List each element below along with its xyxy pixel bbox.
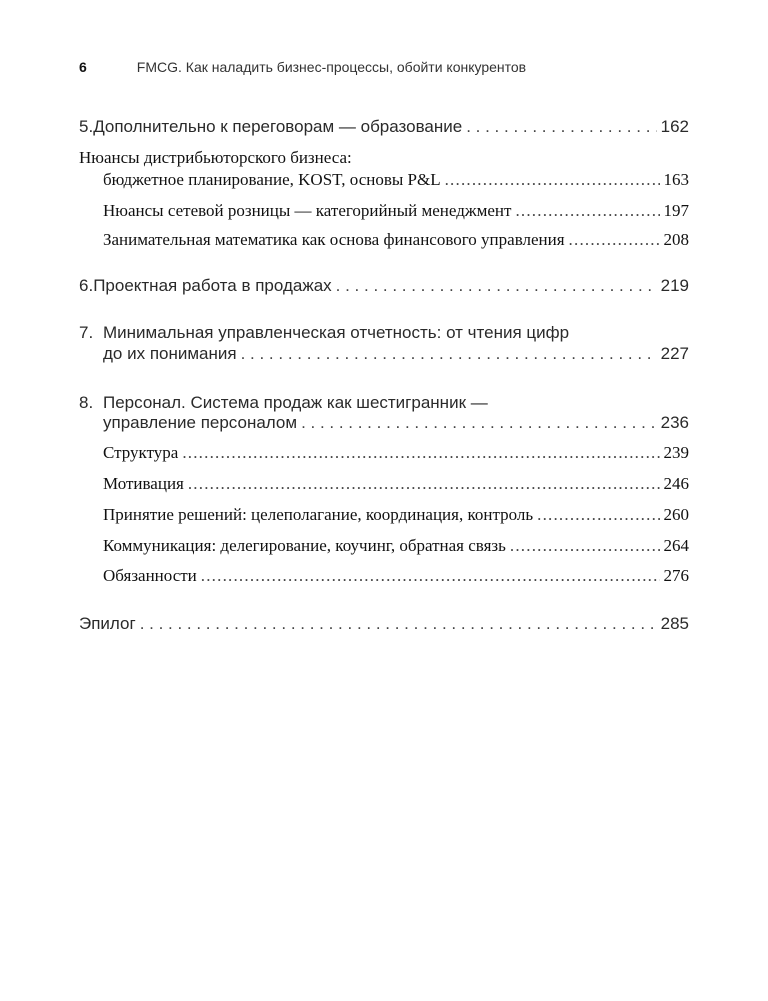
dot-leader (301, 413, 657, 433)
entry-title-line1: Персонал. Система продаж как шестигранник — (103, 393, 488, 412)
dot-leader (182, 443, 659, 463)
entry-page: 236 (660, 413, 689, 432)
chapter-number: 5. (79, 117, 94, 136)
entry-title: Структура (103, 443, 179, 462)
toc-entry-ch5-s3[interactable] (103, 230, 689, 250)
dot-leader (510, 536, 660, 556)
entry-title: Эпилог (79, 614, 136, 633)
entry-page: 239 (663, 443, 689, 462)
dot-leader (336, 276, 657, 296)
entry-title: Дополнительно к переговорам — образование (93, 117, 463, 136)
toc-entry-ch7-line1 (79, 323, 569, 343)
entry-page: 227 (660, 344, 689, 363)
toc-entry-ch8-s5[interactable] (103, 566, 689, 586)
entry-page: 208 (663, 230, 689, 249)
chapter-number: 8. (79, 393, 94, 412)
entry-title: Мотивация (103, 474, 184, 493)
toc-entry-epilogue[interactable] (79, 614, 689, 634)
entry-title: Обязанности (103, 566, 197, 585)
toc-entry-ch7[interactable] (79, 344, 689, 364)
chapter-number: 7. (79, 323, 94, 342)
dot-leader (241, 344, 657, 364)
entry-page: 197 (663, 201, 689, 220)
dot-leader (201, 566, 660, 586)
toc-entry-ch8-s1[interactable] (103, 443, 689, 463)
entry-title: до их понимания (103, 344, 237, 363)
entry-page: 264 (663, 536, 689, 555)
entry-page: 162 (660, 117, 689, 136)
page-number: 6 (79, 59, 87, 75)
running-header (79, 59, 689, 75)
toc-entry-ch6[interactable] (79, 276, 689, 296)
entry-title: Занимательная математика как основа финансового управления (103, 230, 565, 249)
entry-page: 246 (663, 474, 689, 493)
entry-page: 276 (663, 566, 689, 585)
dot-leader (569, 230, 660, 250)
entry-page: 219 (660, 276, 689, 295)
dot-leader (188, 474, 660, 494)
toc-entry-ch8-line1 (79, 393, 488, 413)
entry-title: Проектная работа в продажах (93, 276, 332, 295)
dot-leader (140, 614, 657, 634)
chapter-number: 6. (79, 276, 94, 295)
toc-entry-ch8-s2[interactable] (103, 474, 689, 494)
toc-entry-ch8[interactable] (79, 413, 689, 433)
entry-page: 260 (663, 505, 689, 524)
entry-title: управление персоналом (103, 413, 298, 432)
dot-leader (515, 201, 659, 221)
entry-title: Нюансы сетевой розницы — категорийный менеджмент (103, 201, 512, 220)
dot-leader (537, 505, 659, 525)
entry-page: 163 (663, 170, 689, 189)
toc-entry-ch8-s4[interactable] (103, 536, 689, 556)
dot-leader (466, 117, 656, 137)
entry-page: 285 (660, 614, 689, 633)
entry-title-line1: Минимальная управленческая отчетность: от чтения цифр (103, 323, 570, 342)
entry-title: Принятие решений: целеполагание, координация, контроль (103, 505, 534, 524)
entry-title: Коммуникация: делегирование, коучинг, обратная связь (103, 536, 506, 555)
toc-entry-ch5-s2[interactable] (103, 201, 689, 221)
toc-entry-ch5-s1[interactable] (103, 170, 689, 190)
running-title: FMCG. Как наладить бизнес-процессы, обойти конкурентов (136, 59, 527, 75)
toc-entry-ch8-s3[interactable] (103, 505, 689, 525)
toc-entry-ch5-s1-line1: Нюансы дистрибьюторского бизнеса: (79, 148, 352, 167)
toc-entry-ch5[interactable] (79, 117, 689, 137)
entry-title: бюджетное планирование, KOST, основы P&L (103, 170, 441, 189)
dot-leader (445, 170, 660, 190)
